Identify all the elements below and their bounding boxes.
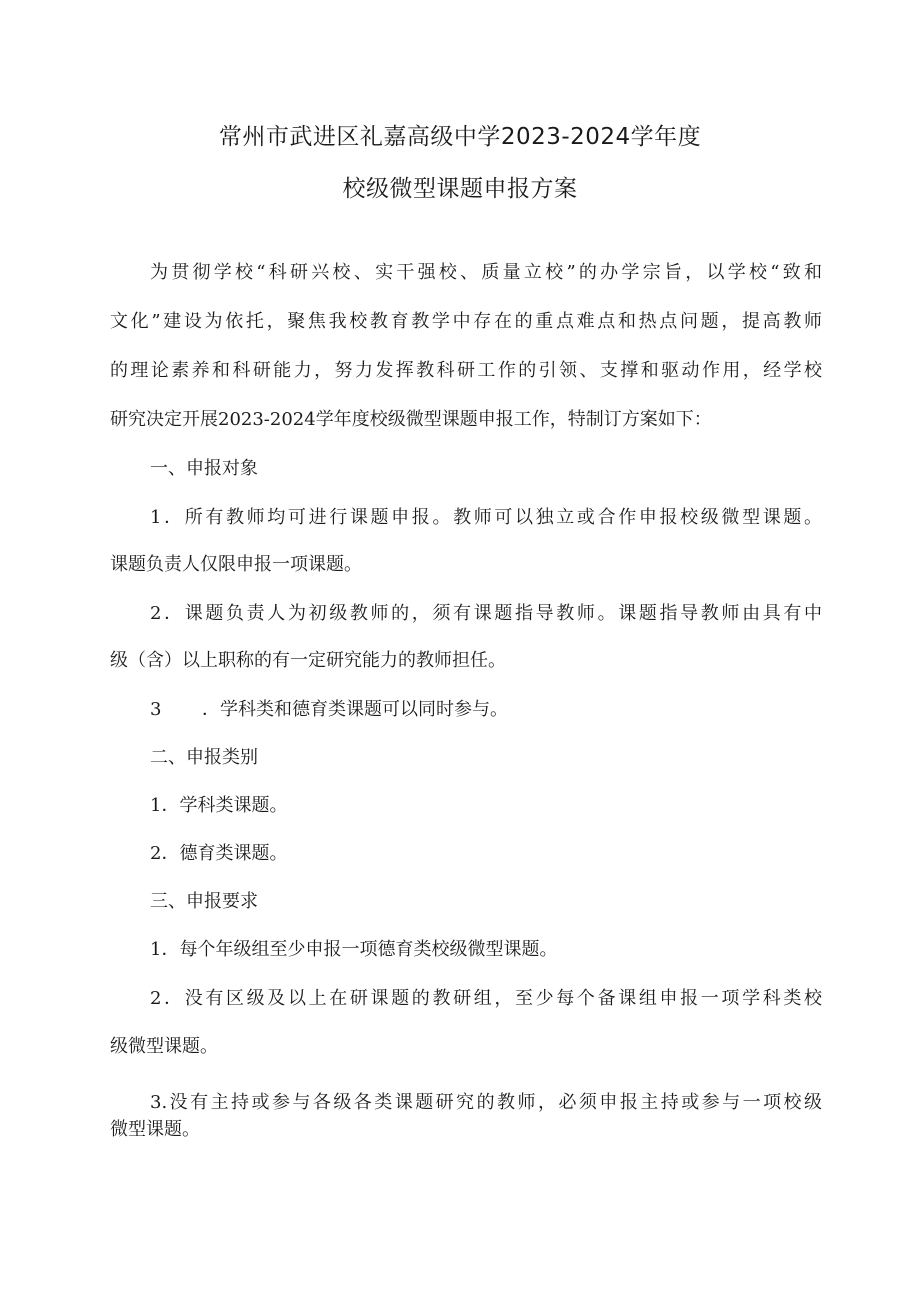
section-3-item-1: 1．每个年级组至少申报一项德育类校级微型课题。 — [150, 939, 558, 960]
intro-line-2: 文化”建设为依托，聚焦我校教育教学中存在的重点难点和热点问题，提高教师 — [110, 311, 822, 332]
section-3-item-3-line-1: 3.没有主持或参与各级各类课题研究的教师，必须申报主持或参与一项校级 — [150, 1092, 822, 1113]
section-3-item-2-line-2: 级微型课题。 — [110, 1036, 218, 1057]
section-2-heading: 二、申报类别 — [150, 747, 258, 768]
intro-line-3: 的理论素养和科研能力，努力发挥教科研工作的引领、支撑和驱动作用，经学校 — [110, 360, 822, 381]
intro-line-4: 研究决定开展2023-2024学年度校级微型课题申报工作，特制订方案如下： — [110, 409, 712, 430]
section-1-item-1-line-2: 课题负责人仅限申报一项课题。 — [110, 554, 362, 575]
section-1-item-2-line-1: 2．课题负责人为初级教师的，须有课题指导教师。课题指导教师由具有中 — [150, 603, 822, 624]
section-1-heading: 一、申报对象 — [150, 458, 258, 479]
section-2-item-2: 2．德育类课题。 — [150, 843, 288, 864]
document-title-line-2: 校级微型课题申报方案 — [342, 176, 578, 202]
document-title-line-1: 常州市武进区礼嘉高级中学2023-2024学年度 — [218, 124, 702, 150]
intro-line-1: 为贯彻学校“科研兴校、实干强校、质量立校”的办学宗旨，以学校“致和 — [150, 262, 822, 283]
section-3-heading: 三、申报要求 — [150, 891, 258, 912]
section-1-item-1-line-1: 1．所有教师均可进行课题申报。教师可以独立或合作申报校级微型课题。 — [150, 507, 822, 528]
section-1-item-3-text: ．学科类和德育类课题可以同时参与。 — [202, 699, 508, 720]
section-1-item-3-number: 3 — [150, 699, 162, 720]
section-1-item-2-line-2: 级（含）以上职称的有一定研究能力的教师担任。 — [110, 650, 506, 671]
section-3-item-3-line-2: 微型课题。 — [110, 1119, 200, 1140]
section-1-item-3 — [150, 697, 822, 723]
section-3-item-2-line-1: 2．没有区级及以上在研课题的教研组，至少每个备课组申报一项学科类校 — [150, 988, 822, 1009]
section-2-item-1: 1．学科类课题。 — [150, 795, 288, 816]
